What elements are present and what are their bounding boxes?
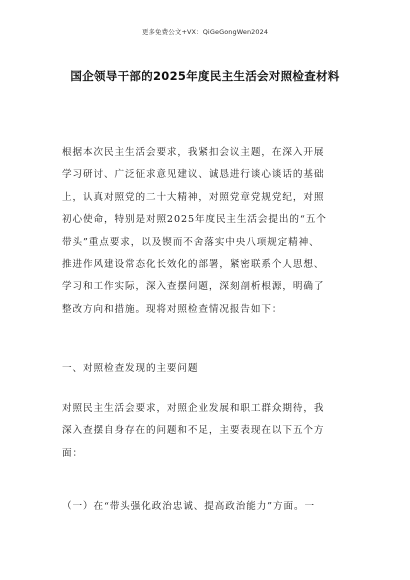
item-paragraph [62, 496, 315, 518]
intro-line: 根据本次民主生活会要求，我紧扣会议主题，在深入开展 [62, 147, 325, 158]
intro-paragraph [62, 142, 327, 321]
intro-line: 整改方向和措施。现将对照检查情况报告如下： [62, 303, 283, 315]
intro-line: 学习研讨、广泛征求意见建议、诚恳进行谈心谈话的基础 [62, 169, 325, 181]
header-note: 更多免费公文+VX：QiGeGongWen2024 [141, 28, 269, 36]
document-title: 国企领导干部的2025年度民主生活会对照检查材料 [70, 69, 340, 83]
body-paragraph [62, 398, 324, 465]
intro-line: 初心使命，特别是对照2025年度民主生活会提出的“五个 [62, 214, 327, 226]
intro-line: 学习和工作实际，深入查摆问题，深刻剖析根源，明确了 [62, 281, 325, 293]
intro-line: 推进作风建设常态化长效化的部署，紧密联系个人思想、 [62, 258, 325, 270]
body-line: 深入查摆自身存在的问题和不足，主要表现在以下五个方 [62, 425, 325, 437]
body-line: 对照民主生活会要求，对照企业发展和职工群众期待，我 [62, 403, 325, 414]
body-line: 面： [62, 447, 83, 459]
section-heading-text: 一、对照检查发现的主要问题 [62, 363, 199, 374]
intro-line: 上，认真对照党的二十大精神，对照党章党规党纪，对照 [62, 191, 325, 203]
intro-line: 带头”重点要求，以及锲而不舍落实中央八项规定精神、 [62, 236, 320, 248]
section-heading [62, 358, 198, 380]
item-line: （一）在“带头强化政治忠诚、提高政治能力”方面。一 [62, 501, 315, 512]
